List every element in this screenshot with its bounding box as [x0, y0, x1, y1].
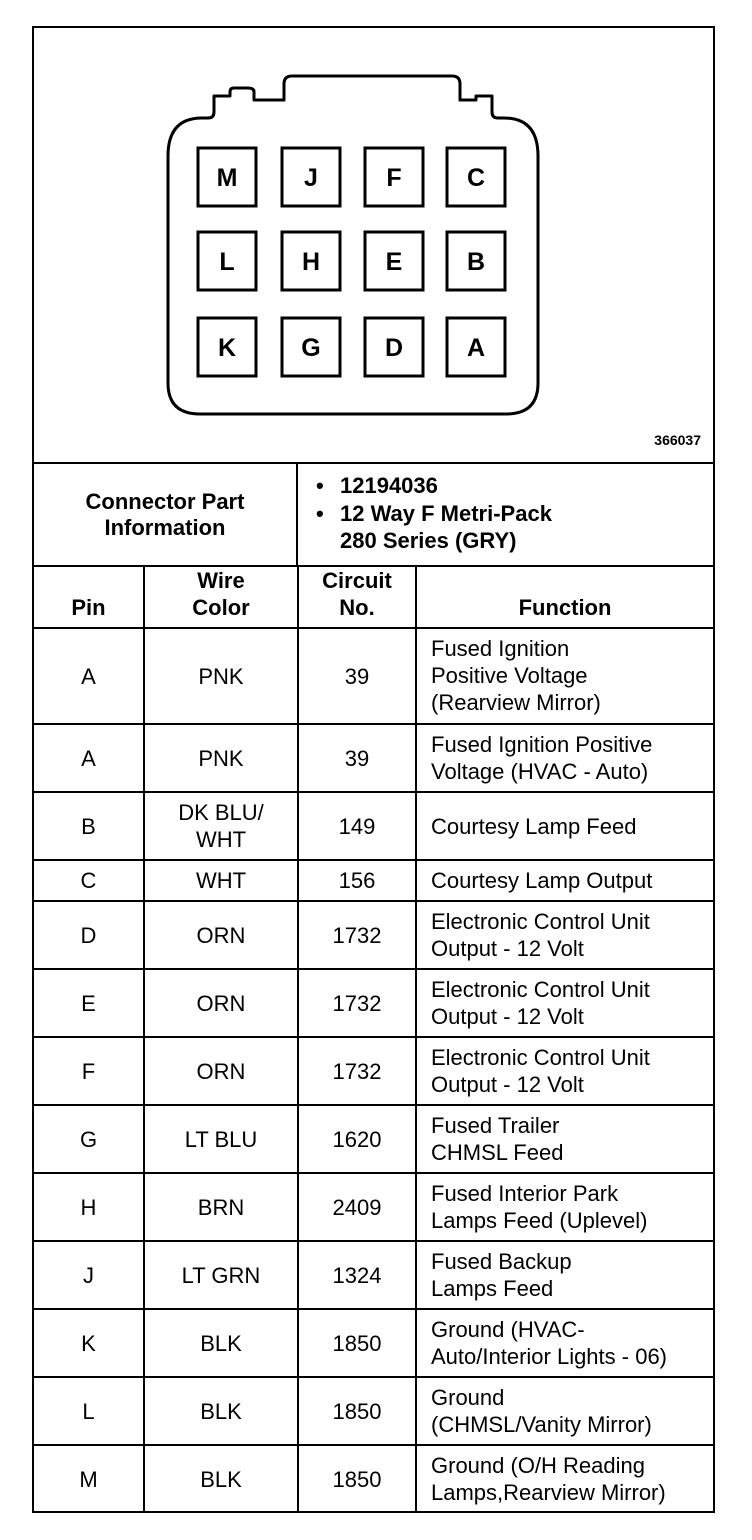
function-cell: Ground (O/H Reading Lamps,Rearview Mirror) — [416, 1445, 713, 1513]
pin-cavity-h — [282, 232, 340, 290]
pin-cavity-d — [365, 318, 423, 376]
table-row — [34, 1173, 713, 1241]
connector-part-info — [34, 462, 713, 565]
pin-cell: B — [34, 792, 144, 860]
table-row — [34, 1037, 713, 1105]
pin-label: M — [216, 164, 238, 192]
part-number-bullet: • 12194036 — [340, 472, 713, 499]
function-cell: Courtesy Lamp Feed — [416, 792, 713, 860]
function-cell: Ground (HVAC- Auto/Interior Lights - 06) — [416, 1309, 713, 1377]
pin-cell: K — [34, 1309, 144, 1377]
pin-cell: D — [34, 901, 144, 969]
table-row — [34, 628, 713, 724]
pin-cavity-a — [447, 318, 505, 376]
circuit-cell: 156 — [298, 860, 416, 901]
circuit-cell: 1732 — [298, 969, 416, 1037]
wire-color-cell: LT GRN — [144, 1241, 298, 1309]
connector-face-drawing — [34, 28, 713, 462]
circuit-cell: 1324 — [298, 1241, 416, 1309]
circuit-cell: 1850 — [298, 1445, 416, 1513]
header-wire-color: Wire Color — [144, 566, 298, 628]
pin-label: G — [301, 334, 321, 362]
pin-cavity-c — [447, 148, 505, 206]
figure-id: 366037 — [654, 432, 701, 448]
header-circuit-no: Circuit No. — [298, 566, 416, 628]
pin-cell: G — [34, 1105, 144, 1173]
circuit-cell: 39 — [298, 724, 416, 792]
function-cell: Electronic Control Unit Output - 12 Volt — [416, 901, 713, 969]
function-cell: Fused Interior Park Lamps Feed (Uplevel) — [416, 1173, 713, 1241]
pin-cavity-e — [365, 232, 423, 290]
connector-part-info-label: Connector Part Information — [34, 464, 298, 565]
table-row — [34, 1377, 713, 1445]
header-function: Function — [416, 566, 713, 628]
pin-label: E — [385, 248, 403, 276]
circuit-cell: 39 — [298, 628, 416, 724]
connector-sheet — [32, 26, 715, 1513]
pin-cavity-b — [447, 232, 505, 290]
function-cell: Fused Ignition Positive Voltage (Rearview Mirror) — [416, 628, 713, 724]
function-cell: Electronic Control Unit Output - 12 Volt — [416, 1037, 713, 1105]
pin-cavity-g — [282, 318, 340, 376]
wire-color-cell: WHT — [144, 860, 298, 901]
function-cell: Electronic Control Unit Output - 12 Volt — [416, 969, 713, 1037]
pin-label: D — [384, 334, 404, 362]
table-row — [34, 1309, 713, 1377]
pin-cell: J — [34, 1241, 144, 1309]
pin-label: B — [466, 248, 486, 276]
pin-cell: A — [34, 628, 144, 724]
pin-cavity-k — [198, 318, 256, 376]
circuit-cell: 1732 — [298, 1037, 416, 1105]
wire-color-cell: PNK — [144, 724, 298, 792]
wire-color-cell: ORN — [144, 969, 298, 1037]
connector-diagram — [34, 28, 713, 462]
connector-type-bullet: • 12 Way F Metri-Pack 280 Series (GRY) — [340, 500, 713, 554]
pin-cavity-f — [365, 148, 423, 206]
pin-label: J — [304, 164, 318, 192]
pin-cell: L — [34, 1377, 144, 1445]
pin-out-table — [34, 565, 713, 1513]
pin-label: C — [466, 164, 486, 192]
pin-cell: E — [34, 969, 144, 1037]
table-row — [34, 1445, 713, 1513]
pin-cavity-j — [282, 148, 340, 206]
function-cell: Fused Trailer CHMSL Feed — [416, 1105, 713, 1173]
table-row — [34, 901, 713, 969]
wire-color-cell: BLK — [144, 1309, 298, 1377]
function-cell: Ground (CHMSL/Vanity Mirror) — [416, 1377, 713, 1445]
table-row — [34, 792, 713, 860]
wire-color-cell: BLK — [144, 1377, 298, 1445]
circuit-cell: 1850 — [298, 1377, 416, 1445]
pin-label: F — [386, 164, 402, 192]
wire-color-cell: DK BLU/ WHT — [144, 792, 298, 860]
pin-cell: F — [34, 1037, 144, 1105]
pin-label: K — [217, 334, 237, 362]
function-cell: Fused Ignition Positive Voltage (HVAC - Auto) — [416, 724, 713, 792]
circuit-cell: 149 — [298, 792, 416, 860]
connector-part-info-list — [298, 464, 713, 565]
function-cell: Fused Backup Lamps Feed — [416, 1241, 713, 1309]
wire-color-cell: LT BLU — [144, 1105, 298, 1173]
connector-housing-outline — [168, 76, 538, 414]
pin-cell: C — [34, 860, 144, 901]
table-row — [34, 724, 713, 792]
pin-label: L — [219, 248, 235, 276]
table-header-row — [34, 566, 713, 628]
circuit-cell: 2409 — [298, 1173, 416, 1241]
table-row — [34, 969, 713, 1037]
wire-color-cell: PNK — [144, 628, 298, 724]
wire-color-cell: BLK — [144, 1445, 298, 1513]
pin-cavity-m — [198, 148, 256, 206]
table-row — [34, 860, 713, 901]
pin-label: H — [301, 248, 321, 276]
wire-color-cell: ORN — [144, 901, 298, 969]
pin-cell: A — [34, 724, 144, 792]
function-cell: Courtesy Lamp Output — [416, 860, 713, 901]
pin-label: A — [466, 334, 486, 362]
header-pin: Pin — [34, 566, 144, 628]
pin-cavity-l — [198, 232, 256, 290]
wire-color-cell: BRN — [144, 1173, 298, 1241]
pin-cell: M — [34, 1445, 144, 1513]
circuit-cell: 1732 — [298, 901, 416, 969]
circuit-cell: 1850 — [298, 1309, 416, 1377]
table-row — [34, 1241, 713, 1309]
wire-color-cell: ORN — [144, 1037, 298, 1105]
pin-cell: H — [34, 1173, 144, 1241]
table-row — [34, 1105, 713, 1173]
circuit-cell: 1620 — [298, 1105, 416, 1173]
